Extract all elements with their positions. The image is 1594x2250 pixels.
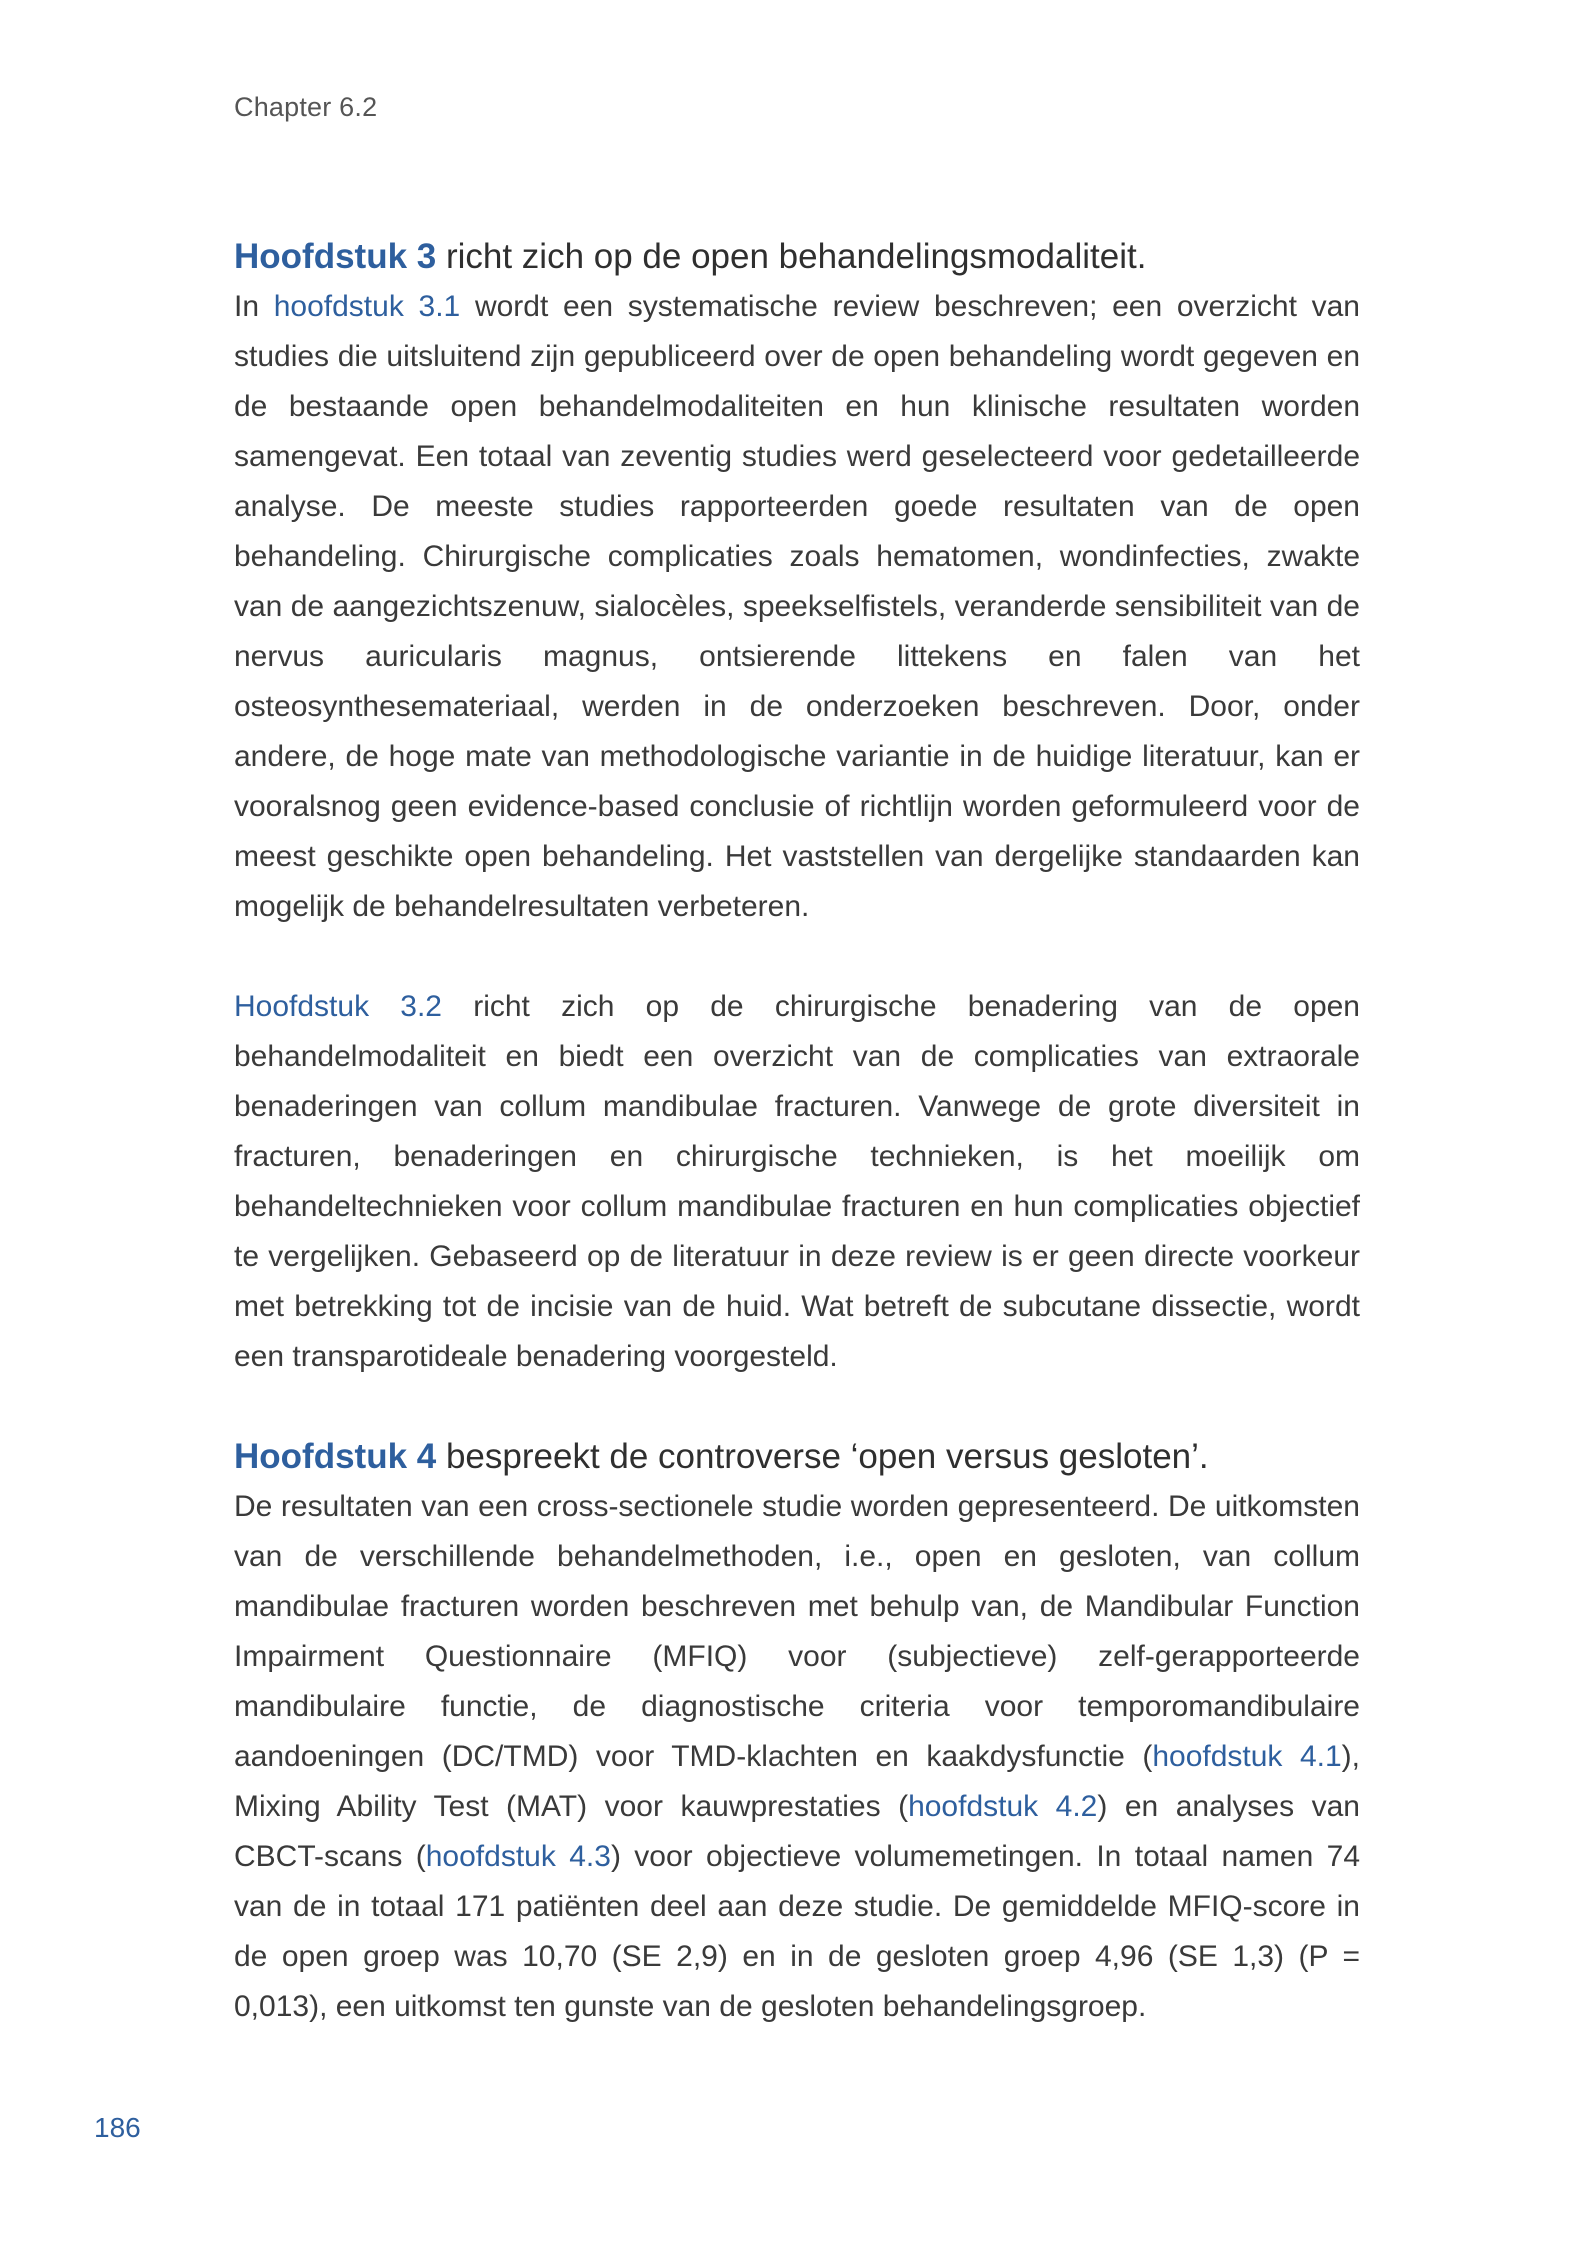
link-hoofdstuk-4-1[interactable]: hoofdstuk 4.1	[1152, 1740, 1342, 1773]
section-4-heading-label: Hoofdstuk 4	[234, 1437, 437, 1476]
section-4-text-d: ) voor objectieve volumemetingen. In totaal namen 74 van de in totaal 171 patiënten deel aan deze studie. De gemiddelde MFIQ-score in de open groep was 10,70 (SE 2,9) en in de gesloten groep 4,96 (SE 1,3) (P = 0,013), een uitkomst ten gunste van de gesloten behandelingsgroep.	[234, 1840, 1360, 2023]
main-content	[234, 232, 1360, 2032]
section-3-1-paragraph	[234, 282, 1360, 932]
section-3-2-paragraph	[234, 982, 1360, 1382]
link-hoofdstuk-4-2[interactable]: hoofdstuk 4.2	[908, 1790, 1098, 1823]
section-4-heading-text: bespreekt de controverse ‘open versus gesloten’.	[436, 1437, 1209, 1476]
section-3-heading	[234, 232, 1360, 282]
paragraph-spacer	[234, 932, 1360, 982]
running-header: Chapter 6.2	[234, 92, 378, 122]
section-3-1-intro: In	[234, 290, 274, 323]
page-number: 186	[94, 2112, 141, 2143]
section-3-2-text: richt zich op de chirurgische benadering van de open behandelmodaliteit en biedt een overzicht van de complicaties van extraorale benaderingen van collum mandibulae fracturen. Vanwege de grote diversiteit in fracturen, benaderingen en chirurgische technieken, is het moeilijk om behandeltechnieken voor collum mandibulae fracturen en hun complicaties objectief te vergelijken. Gebaseerd op de literatuur in deze review is er geen directe voorkeur met betrekking tot de incisie van de huid. Wat betreft de subcutane dissectie, wordt een transparotideale benadering voorgesteld.	[234, 990, 1360, 1373]
link-hoofdstuk-3-2[interactable]: Hoofdstuk 3.2	[234, 990, 442, 1023]
section-3-1-text: wordt een systematische review beschreven; een overzicht van studies die uitsluitend zijn gepubliceerd over de open behandeling wordt gegeven en de bestaande open behandelmodaliteiten en hun klinische resultaten worden samengevat. Een totaal van zeventig studies werd geselecteerd voor gedetailleerde analyse. De meeste studies rapporteerden goede resultaten van de open behandeling. Chirurgische complicaties zoals hematomen, wondinfecties, zwakte van de aangezichtszenuw, sialocèles, speekselfistels, veranderde sensibiliteit van de nervus auricularis magnus, ontsierende littekens en falen van het osteosynthesemateriaal, werden in de onderzoeken beschreven. Door, onder andere, de hoge mate van methodologische variantie in de huidige literatuur, kan er vooralsnog geen evidence-based conclusie of richtlijn worden geformuleerd voor de meest geschikte open behandeling. Het vaststellen van dergelijke standaarden kan mogelijk de behandelresultaten verbeteren.	[234, 290, 1360, 923]
section-4-text-a: De resultaten van een cross-sectionele studie worden gepresenteerd. De uitkomsten van de verschillende behandelmethoden, i.e., open en gesloten, van collum mandibulae fracturen worden beschreven met behulp van, de Mandibular Function Impairment Questionnaire (MFIQ) voor (subjectieve) zelf-gerapporteerde mandibulaire functie, de diagnostische criteria voor temporomandibulaire aandoeningen (DC/TMD) voor TMD-klachten en kaakdysfunctie (	[234, 1490, 1360, 1773]
section-4-text-c: ) en analyses van CBCT-scans (	[234, 1790, 1360, 1873]
link-hoofdstuk-4-3[interactable]: hoofdstuk 4.3	[425, 1840, 611, 1873]
section-4-heading	[234, 1432, 1360, 1482]
paragraph-spacer	[234, 1382, 1360, 1432]
section-3-heading-label: Hoofdstuk 3	[234, 237, 437, 276]
section-4-paragraph	[234, 1482, 1360, 2032]
section-3-heading-text: richt zich op de open behandelingsmodaliteit.	[436, 237, 1147, 276]
section-4-text-b: ), Mixing Ability Test (MAT) voor kauwprestaties (	[234, 1740, 1360, 1823]
link-hoofdstuk-3-1[interactable]: hoofdstuk 3.1	[273, 290, 461, 323]
